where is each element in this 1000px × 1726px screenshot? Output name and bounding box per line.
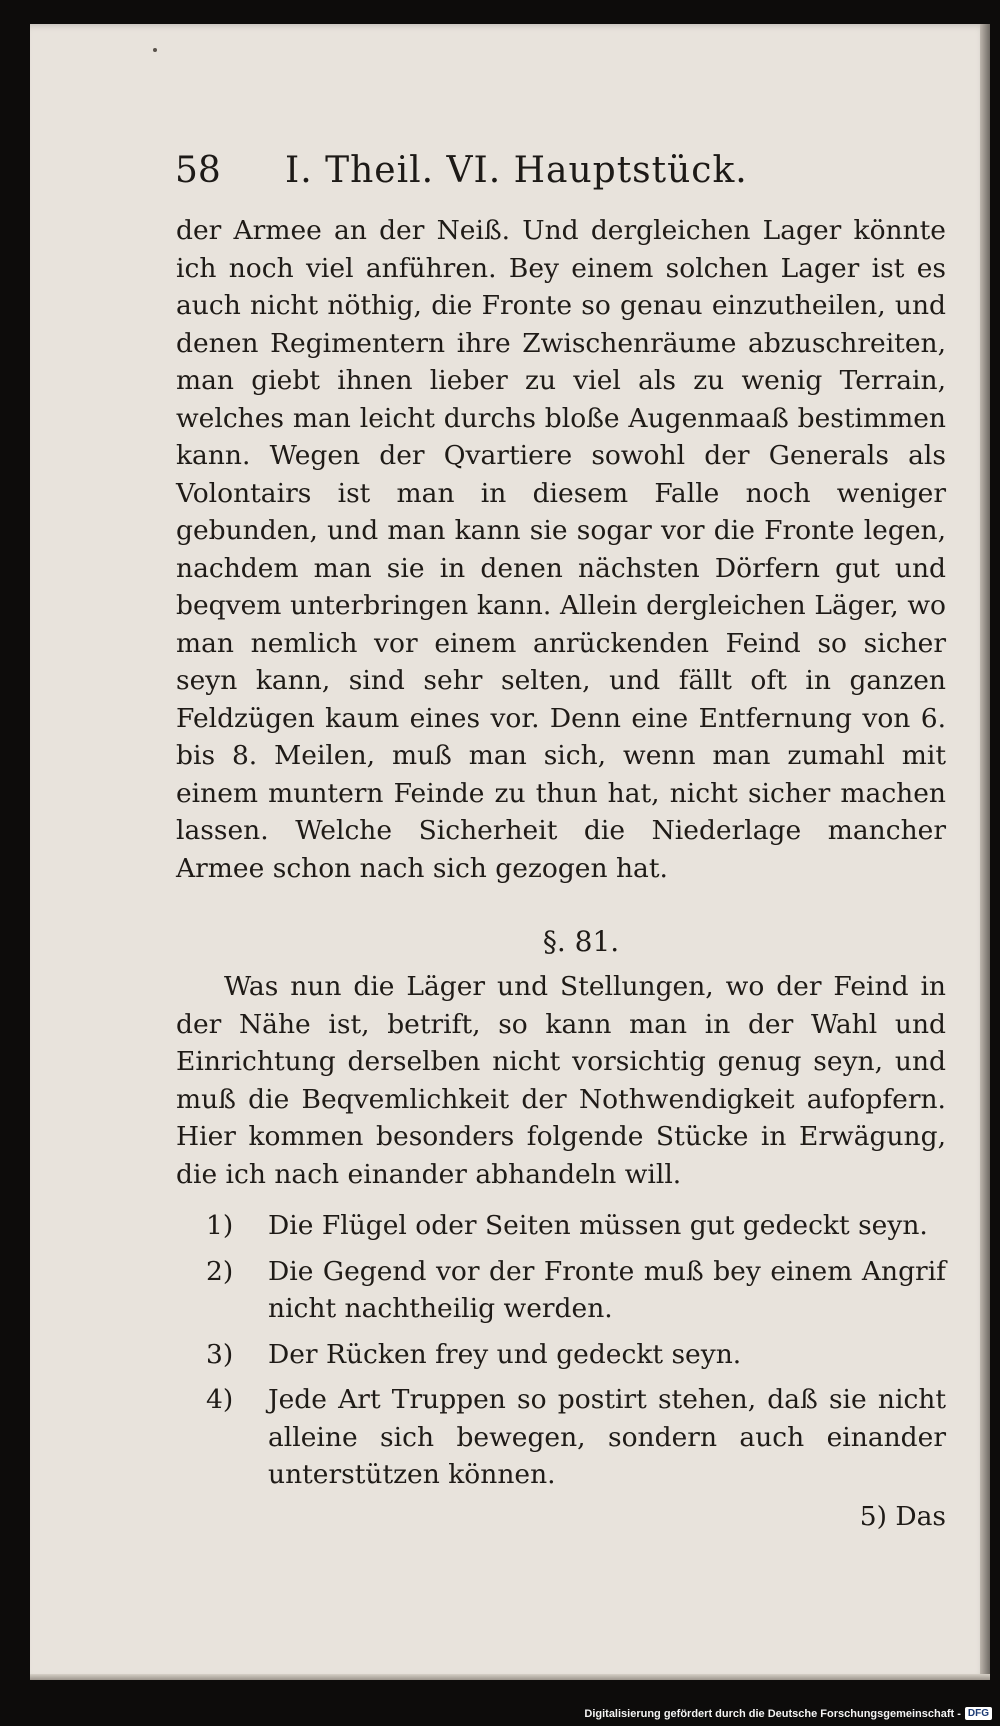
list-item-number: 3): [206, 1338, 234, 1370]
list-item-number: 4): [206, 1384, 234, 1415]
page-header: [175, 150, 755, 191]
list-item-number: 2): [206, 1255, 234, 1287]
paragraph: der Armee an der Neiß. Und dergleichen Lager könnte ich noch viel anführen. Bey einem solchen Lager ist es auch nicht nöthig, die Fronte so genau einzutheilen, und denen Regimentern ihre Zwischenräume abzuschreiten, man giebt ihnen lieber zu viel als zu wenig Terrain, welches man leicht durchs bloße Augenmaaß bestimmen kann. Wegen der Qvartiere sowohl der Generals als Volontairs ist man in diesem Falle noch weniger gebunden, und man kann sie sogar vor die Fronte legen, nachdem man sie in denen nächsten Dörfern gut und beqvem unterbringen kann. Allein dergleichen Läger, wo man nemlich vor einem anrückenden Feind so sicher seyn kann, sind sehr selten, und fällt oft in ganzen Feldzügen kaum eines vor. Denn eine Entfernung von 6. bis 8. Meilen, muß man sich, wenn man zumahl mit einem muntern Feinde zu thun hat, nicht sicher machen lassen. Welche Sicherheit die Niederlage mancher Armee schon nach sich gezogen hat.: [176, 215, 946, 884]
digitization-footer: [584, 1707, 992, 1720]
body-text: [176, 212, 946, 1535]
footer-credit: Digitalisierung gefördert durch die Deutsche Forschungsgemeinschaft -: [584, 1707, 961, 1720]
paragraph: Was nun die Läger und Stellungen, wo der Feind in der Nähe ist, betrift, so kann man in der Wahl und Einrichtung derselben nicht vorsichtig genug seyn, und muß die Beqvemlichkeit der Nothwendigkeit aufopfern. Hier kommen besonders folgende Stücke in Erwägung, die ich nach einander abhandeln will.: [176, 971, 946, 1190]
list-item-text: Der Rücken frey und gedeckt seyn.: [268, 1338, 742, 1370]
list-item-text: Jede Art Truppen so postirt stehen, daß sie nicht alleine sich bewegen, sondern auch einander unterstützen können.: [268, 1384, 946, 1490]
page-bottom-edge: [30, 1674, 990, 1680]
ink-speck: [153, 48, 157, 52]
list-item-text: Die Flügel oder Seiten müssen gut gedeckt seyn.: [268, 1210, 928, 1241]
running-head: I. Theil. VI. Hauptstück.: [285, 150, 748, 191]
book-page: [30, 24, 990, 1680]
list-item: [176, 1207, 946, 1245]
list-item: [176, 1381, 946, 1494]
section-heading: §. 81.: [542, 925, 620, 958]
page-edge: [980, 24, 990, 1680]
list-item-number: 1): [206, 1210, 234, 1241]
list-item: [176, 1253, 946, 1328]
page-number: 58: [175, 150, 221, 191]
catchword: 5) Das: [859, 1500, 946, 1532]
list-item-text: Die Gegend vor der Fronte muß bey einem Angrif nicht nachtheilig werden.: [268, 1255, 946, 1324]
dfg-logo: DFG: [965, 1707, 992, 1720]
list-item: [176, 1336, 946, 1374]
numbered-list: [176, 1207, 946, 1494]
